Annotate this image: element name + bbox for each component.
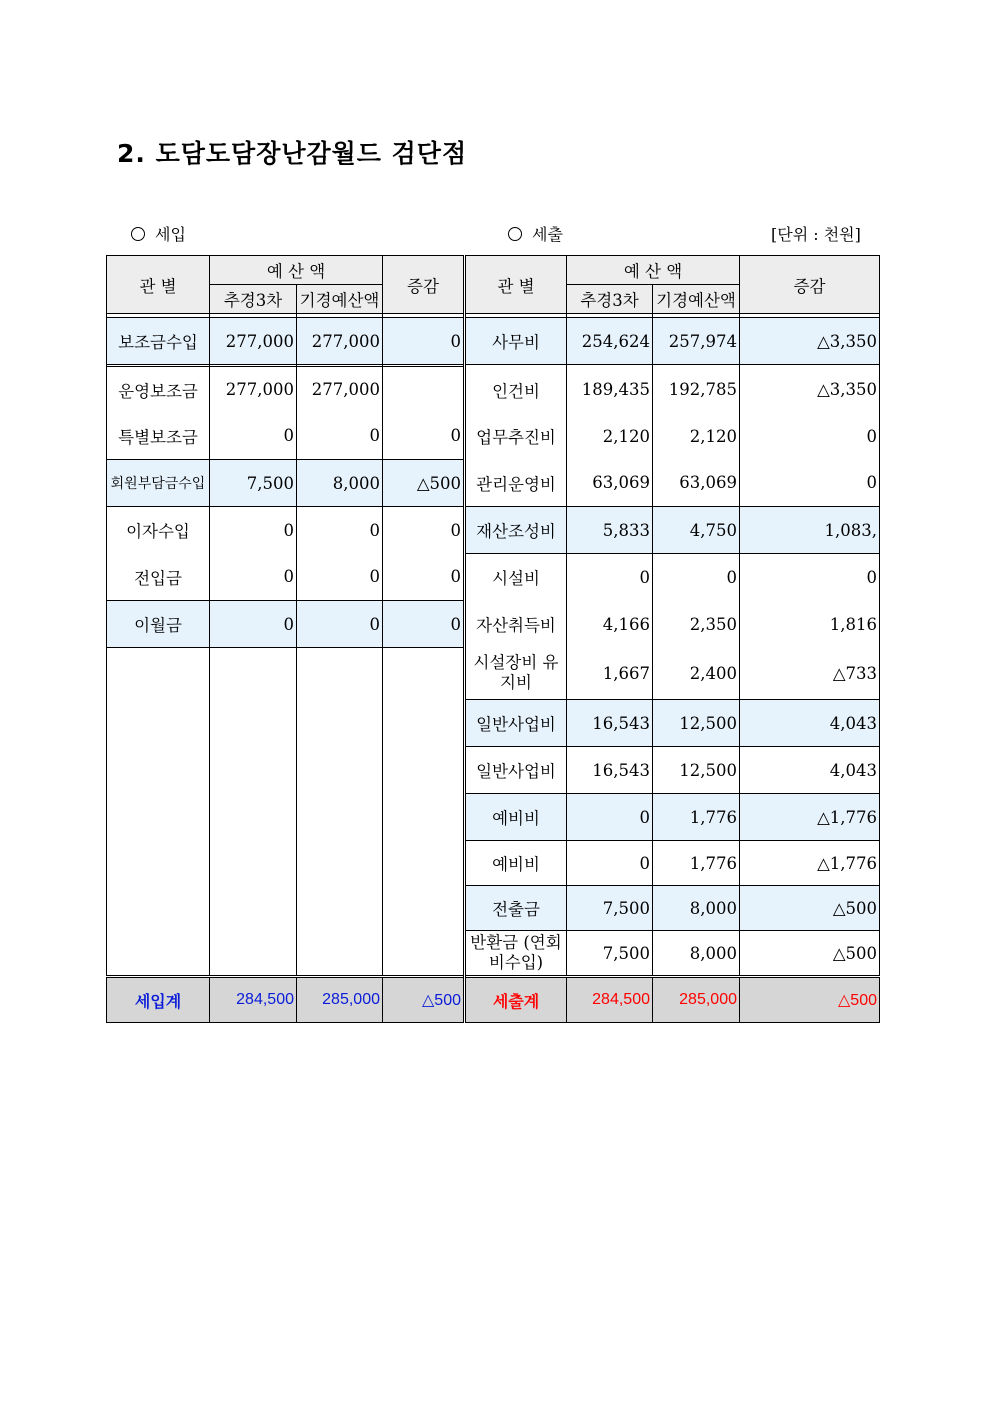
expense-name: 업무추진비 — [465, 413, 567, 460]
table-row — [107, 367, 880, 413]
expense-prev: 0 — [653, 554, 740, 601]
income-prev: 0 — [297, 507, 383, 554]
expense-current: 16,543 — [567, 747, 653, 794]
income-diff: 0 — [383, 318, 465, 365]
expense-name: 일반사업비 — [465, 747, 567, 794]
circle-icon — [131, 227, 145, 241]
expense-total-label: 세출계 — [465, 977, 567, 1023]
income-name: 회원부담금수입 — [107, 460, 210, 507]
income-name: 이월금 — [107, 601, 210, 648]
income-total-label: 세입계 — [107, 977, 210, 1023]
income-current-header: 추경3차 — [210, 285, 297, 314]
income-label: 세입 — [155, 225, 186, 244]
expense-section-label — [508, 222, 563, 245]
table-row — [107, 931, 880, 977]
expense-name: 인건비 — [465, 367, 567, 413]
expense-current: 0 — [567, 794, 653, 841]
income-name: 운영보조금 — [107, 367, 210, 413]
expense-prev: 8,000 — [653, 886, 740, 931]
expense-prev: 12,500 — [653, 747, 740, 794]
expense-name: 반환금 (연회비수입) — [465, 931, 567, 977]
expense-prev: 63,069 — [653, 460, 740, 507]
table-row — [107, 554, 880, 601]
expense-diff: 1,083, — [740, 507, 880, 554]
income-prev-header: 기경예산액 — [297, 285, 383, 314]
expense-diff: △3,350 — [740, 318, 880, 365]
expense-label: 세출 — [532, 225, 563, 244]
income-name: 이자수입 — [107, 507, 210, 554]
table-row — [107, 886, 880, 931]
expense-diff: 0 — [740, 554, 880, 601]
income-current: 0 — [210, 601, 297, 648]
income-diff: 0 — [383, 554, 465, 601]
table-row — [107, 841, 880, 886]
income-name: 전입금 — [107, 554, 210, 601]
table-row — [107, 700, 880, 747]
expense-diff: 0 — [740, 460, 880, 507]
expense-current: 254,624 — [567, 318, 653, 365]
expense-budget-header: 예 산 액 — [567, 256, 740, 285]
income-current: 7,500 — [210, 460, 297, 507]
expense-name: 전출금 — [465, 886, 567, 931]
expense-prev: 8,000 — [653, 931, 740, 977]
circle-icon — [508, 227, 522, 241]
expense-current: 63,069 — [567, 460, 653, 507]
expense-prev: 12,500 — [653, 700, 740, 747]
table-row — [107, 601, 880, 648]
expense-current: 4,166 — [567, 601, 653, 648]
expense-current: 1,667 — [567, 648, 653, 700]
expense-current: 0 — [567, 554, 653, 601]
expense-category-header: 관 별 — [465, 256, 567, 314]
expense-diff: 0 — [740, 413, 880, 460]
expense-name: 시설비 — [465, 554, 567, 601]
income-name: 보조금수입 — [107, 318, 210, 365]
table-row — [107, 794, 880, 841]
expense-prev: 4,750 — [653, 507, 740, 554]
expense-name: 재산조성비 — [465, 507, 567, 554]
expense-name: 시설장비 유지비 — [465, 648, 567, 700]
expense-name: 예비비 — [465, 794, 567, 841]
expense-current: 7,500 — [567, 931, 653, 977]
income-budget-header: 예 산 액 — [210, 256, 383, 285]
expense-diff: △1,776 — [740, 794, 880, 841]
unit-label: [단위 : 천원] — [771, 225, 861, 244]
income-current: 277,000 — [210, 318, 297, 365]
expense-current: 16,543 — [567, 700, 653, 747]
income-diff-header: 증감 — [383, 256, 465, 314]
expense-diff-header: 증감 — [740, 256, 880, 314]
budget-table — [106, 255, 880, 1023]
expense-name: 사무비 — [465, 318, 567, 365]
table-row — [107, 460, 880, 507]
expense-current: 189,435 — [567, 367, 653, 413]
income-category-header: 관 별 — [107, 256, 210, 314]
expense-name: 예비비 — [465, 841, 567, 886]
income-current: 277,000 — [210, 367, 297, 413]
income-prev: 0 — [297, 413, 383, 460]
income-total-current: 284,500 — [210, 977, 297, 1023]
income-diff: 0 — [383, 507, 465, 554]
expense-diff: △3,350 — [740, 367, 880, 413]
expense-prev: 2,120 — [653, 413, 740, 460]
income-diff: △500 — [383, 460, 465, 507]
expense-diff: 4,043 — [740, 700, 880, 747]
expense-prev: 192,785 — [653, 367, 740, 413]
income-prev: 0 — [297, 554, 383, 601]
expense-current-header: 추경3차 — [567, 285, 653, 314]
income-name: 특별보조금 — [107, 413, 210, 460]
expense-name: 일반사업비 — [465, 700, 567, 747]
income-section-label — [131, 222, 186, 245]
income-current: 0 — [210, 507, 297, 554]
table-row — [107, 648, 880, 700]
expense-total-diff: △500 — [740, 977, 880, 1023]
table-row — [107, 507, 880, 554]
income-prev: 277,000 — [297, 367, 383, 413]
income-current: 0 — [210, 554, 297, 601]
expense-prev: 257,974 — [653, 318, 740, 365]
expense-prev: 1,776 — [653, 841, 740, 886]
income-prev: 0 — [297, 601, 383, 648]
expense-total-prev: 285,000 — [653, 977, 740, 1023]
page-title: 2. 도담도담장난감월드 검단점 — [117, 139, 468, 168]
expense-name: 자산취득비 — [465, 601, 567, 648]
expense-diff: 1,816 — [740, 601, 880, 648]
table-row — [107, 413, 880, 460]
expense-diff: △500 — [740, 931, 880, 977]
income-total-diff: △500 — [383, 977, 465, 1023]
expense-prev: 2,400 — [653, 648, 740, 700]
table-row — [107, 318, 880, 365]
expense-diff: 4,043 — [740, 747, 880, 794]
total-row — [107, 977, 880, 1023]
expense-name: 관리운영비 — [465, 460, 567, 507]
income-diff: 0 — [383, 413, 465, 460]
income-total-prev: 285,000 — [297, 977, 383, 1023]
header-row-1 — [107, 256, 880, 285]
income-current: 0 — [210, 413, 297, 460]
expense-current: 5,833 — [567, 507, 653, 554]
expense-diff: △500 — [740, 886, 880, 931]
income-diff — [383, 367, 465, 413]
expense-prev-header: 기경예산액 — [653, 285, 740, 314]
expense-current: 2,120 — [567, 413, 653, 460]
income-diff: 0 — [383, 601, 465, 648]
table-row — [107, 747, 880, 794]
expense-prev: 2,350 — [653, 601, 740, 648]
expense-current: 7,500 — [567, 886, 653, 931]
expense-prev: 1,776 — [653, 794, 740, 841]
income-prev: 277,000 — [297, 318, 383, 365]
income-prev: 8,000 — [297, 460, 383, 507]
expense-current: 0 — [567, 841, 653, 886]
expense-diff: △733 — [740, 648, 880, 700]
expense-diff: △1,776 — [740, 841, 880, 886]
expense-total-current: 284,500 — [567, 977, 653, 1023]
